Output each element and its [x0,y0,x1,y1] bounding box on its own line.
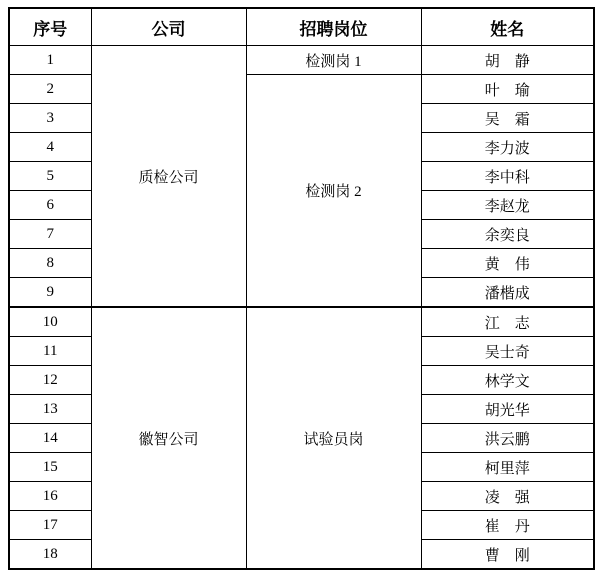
position-cell: 检测岗 2 [246,75,421,308]
name-cell: 胡光华 [421,395,594,424]
name-cell: 叶 瑜 [421,75,594,104]
serial-cell: 2 [9,75,91,104]
name-cell: 吴士奇 [421,337,594,366]
name-cell: 凌 强 [421,482,594,511]
name-cell: 柯里萍 [421,453,594,482]
serial-cell: 3 [9,104,91,133]
serial-cell: 6 [9,191,91,220]
name-cell: 江 志 [421,307,594,337]
name-cell: 李中科 [421,162,594,191]
name-cell: 洪云鹏 [421,424,594,453]
header-row [9,8,594,46]
table-row [9,46,594,75]
serial-cell: 4 [9,133,91,162]
recruitment-roster-table [8,7,595,570]
name-cell: 曹 刚 [421,540,594,570]
serial-cell: 10 [9,307,91,337]
table-row [9,307,594,337]
header-position: 招聘岗位 [246,8,421,46]
name-cell: 李赵龙 [421,191,594,220]
serial-cell: 7 [9,220,91,249]
serial-cell: 17 [9,511,91,540]
serial-cell: 8 [9,249,91,278]
serial-cell: 13 [9,395,91,424]
serial-cell: 18 [9,540,91,570]
name-cell: 余奕良 [421,220,594,249]
serial-cell: 15 [9,453,91,482]
name-cell: 黄 伟 [421,249,594,278]
serial-cell: 16 [9,482,91,511]
header-name: 姓名 [421,8,594,46]
name-cell: 林学文 [421,366,594,395]
name-cell: 吴 霜 [421,104,594,133]
header-company: 公司 [91,8,246,46]
serial-cell: 5 [9,162,91,191]
serial-cell: 1 [9,46,91,75]
name-cell: 崔 丹 [421,511,594,540]
position-cell: 检测岗 1 [246,46,421,75]
serial-cell: 9 [9,278,91,308]
name-cell: 李力波 [421,133,594,162]
position-cell: 试验员岗 [246,307,421,569]
header-serial-number: 序号 [9,8,91,46]
serial-cell: 14 [9,424,91,453]
company-cell: 质检公司 [91,46,246,308]
name-cell: 胡 静 [421,46,594,75]
company-cell: 徽智公司 [91,307,246,569]
serial-cell: 12 [9,366,91,395]
name-cell: 潘楷成 [421,278,594,308]
serial-cell: 11 [9,337,91,366]
